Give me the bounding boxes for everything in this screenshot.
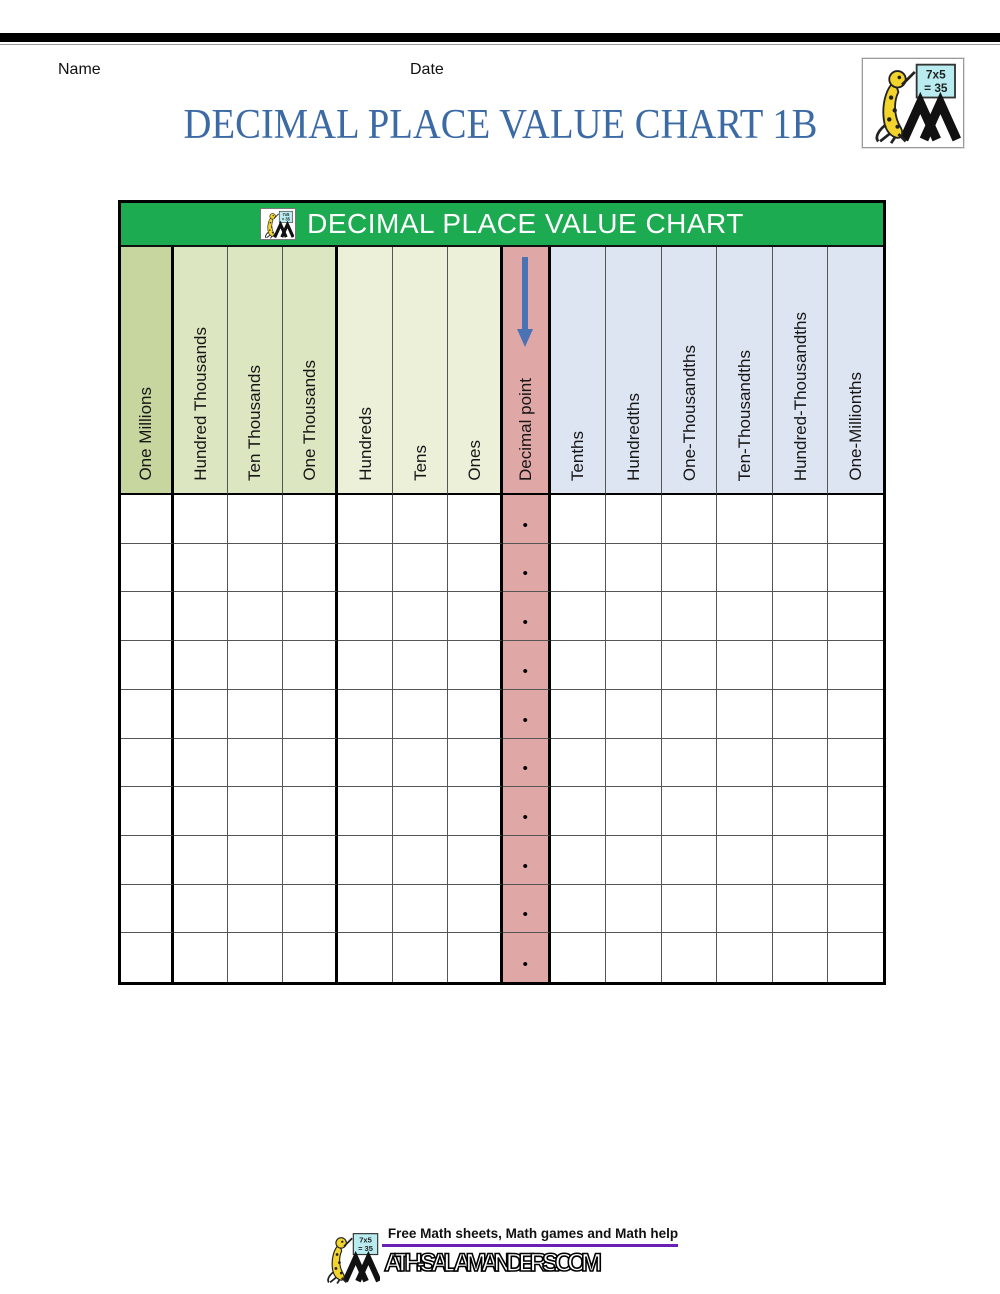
value-cell xyxy=(228,495,283,544)
value-cell xyxy=(338,933,393,982)
column-header-hundreds xyxy=(338,247,393,495)
value-cell xyxy=(606,836,662,885)
value-cell xyxy=(448,495,503,544)
value-cell xyxy=(662,836,718,885)
column-label: Ten-Thousandths xyxy=(735,349,755,481)
value-cell xyxy=(228,690,283,739)
value-cell xyxy=(606,787,662,836)
decimal-point-dot: • xyxy=(522,760,528,778)
banner-salamander-icon xyxy=(260,208,296,240)
value-cell xyxy=(662,544,718,593)
value-cell xyxy=(283,787,339,836)
value-cell xyxy=(662,495,718,544)
decimal-point-cell xyxy=(503,836,551,885)
value-cell xyxy=(717,592,773,641)
footer-site-text: ATH-SALAMANDERS.COM xyxy=(383,1249,602,1277)
value-cell xyxy=(121,836,174,885)
value-cell xyxy=(773,641,829,690)
place-value-chart xyxy=(118,200,886,985)
column-label: Ones xyxy=(464,440,484,481)
column-header-hundred-thousandths xyxy=(773,247,829,495)
date-label: Date xyxy=(410,61,444,78)
decimal-point-dot: • xyxy=(522,956,528,973)
value-cell xyxy=(717,885,773,934)
value-cell xyxy=(828,690,883,739)
column-label: Hundreds xyxy=(355,407,375,481)
value-cell xyxy=(717,787,773,836)
value-cell xyxy=(393,495,449,544)
footer-salamander-icon xyxy=(322,1230,380,1286)
value-cell xyxy=(828,641,883,690)
value-cell xyxy=(606,690,662,739)
value-cell xyxy=(662,885,718,934)
value-cell xyxy=(662,739,718,788)
page-title: DECIMAL PLACE VALUE CHART 1B xyxy=(183,102,817,148)
value-cell xyxy=(121,739,174,788)
value-cell xyxy=(121,690,174,739)
value-cell xyxy=(174,885,229,934)
column-header-ten-thousands xyxy=(228,247,283,495)
column-label: One-Millionths xyxy=(846,372,866,481)
column-label: Decimal point xyxy=(515,378,535,481)
value-cell xyxy=(448,592,503,641)
value-cell xyxy=(174,787,229,836)
value-cell xyxy=(773,933,829,982)
value-cell xyxy=(393,836,449,885)
value-cell xyxy=(393,690,449,739)
value-cell xyxy=(283,739,339,788)
decimal-point-dot: • xyxy=(522,906,528,924)
value-cell xyxy=(662,787,718,836)
decimal-point-cell xyxy=(503,641,551,690)
value-cell xyxy=(393,739,449,788)
value-cell xyxy=(283,592,339,641)
value-cell xyxy=(717,495,773,544)
value-cell xyxy=(121,787,174,836)
value-cell xyxy=(228,836,283,885)
place-value-grid xyxy=(121,247,883,982)
value-cell xyxy=(393,885,449,934)
value-cell xyxy=(174,739,229,788)
column-header-hundred-thousands xyxy=(174,247,229,495)
value-cell xyxy=(448,933,503,982)
value-cell xyxy=(773,544,829,593)
value-cell xyxy=(174,641,229,690)
value-cell xyxy=(448,836,503,885)
value-cell xyxy=(717,690,773,739)
column-label: Tenths xyxy=(568,430,588,481)
column-label: One-Thousandths xyxy=(679,344,699,481)
value-cell xyxy=(228,933,283,982)
column-label: One Millions xyxy=(136,387,156,481)
value-cell xyxy=(338,836,393,885)
value-cell xyxy=(717,641,773,690)
decimal-point-cell xyxy=(503,787,551,836)
value-cell xyxy=(283,885,339,934)
decimal-point-dot: • xyxy=(522,808,528,826)
value-cell xyxy=(606,641,662,690)
value-cell xyxy=(121,592,174,641)
value-cell xyxy=(551,690,607,739)
decimal-point-cell xyxy=(503,885,551,934)
column-label: Hundred Thousands xyxy=(190,327,210,481)
column-label: Hundred-Thousandths xyxy=(790,311,810,481)
value-cell xyxy=(606,885,662,934)
value-cell xyxy=(121,885,174,934)
decimal-point-cell xyxy=(503,544,551,593)
value-cell xyxy=(551,787,607,836)
value-cell xyxy=(174,933,229,982)
value-cell xyxy=(606,495,662,544)
value-cell xyxy=(773,592,829,641)
decimal-point-cell xyxy=(503,592,551,641)
column-header-hundredths xyxy=(606,247,662,495)
value-cell xyxy=(551,592,607,641)
column-header-one-millions xyxy=(121,247,174,495)
value-cell xyxy=(448,641,503,690)
footer-tagline: Free Math sheets, Math games and Math help xyxy=(387,1226,679,1241)
value-cell xyxy=(773,836,829,885)
value-cell xyxy=(606,592,662,641)
decimal-point-cell xyxy=(503,739,551,788)
value-cell xyxy=(828,739,883,788)
chart-banner xyxy=(121,203,883,247)
decimal-point-cell xyxy=(503,933,551,982)
decimal-point-dot: • xyxy=(522,614,528,632)
value-cell xyxy=(228,592,283,641)
value-cell xyxy=(338,885,393,934)
decimal-point-dot: • xyxy=(522,662,528,680)
column-label: Hundredths xyxy=(623,393,643,481)
value-cell xyxy=(773,885,829,934)
value-cell xyxy=(448,739,503,788)
value-cell xyxy=(551,836,607,885)
value-cell xyxy=(828,836,883,885)
value-cell xyxy=(662,592,718,641)
value-cell xyxy=(338,787,393,836)
decimal-point-dot: • xyxy=(522,565,528,583)
value-cell xyxy=(773,690,829,739)
value-cell xyxy=(283,495,339,544)
value-cell xyxy=(551,739,607,788)
value-cell xyxy=(121,495,174,544)
value-cell xyxy=(283,933,339,982)
chart-banner-title: DECIMAL PLACE VALUE CHART xyxy=(307,208,744,239)
value-cell xyxy=(662,690,718,739)
value-cell xyxy=(174,544,229,593)
value-cell xyxy=(448,787,503,836)
column-header-ten-thousandths xyxy=(717,247,773,495)
value-cell xyxy=(228,885,283,934)
value-cell xyxy=(828,933,883,982)
value-cell xyxy=(228,739,283,788)
value-cell xyxy=(393,592,449,641)
value-cell xyxy=(121,544,174,593)
value-cell xyxy=(174,592,229,641)
value-cell xyxy=(228,641,283,690)
value-cell xyxy=(448,690,503,739)
value-cell xyxy=(174,495,229,544)
value-cell xyxy=(283,690,339,739)
value-cell xyxy=(338,739,393,788)
column-header-one-thousandths xyxy=(662,247,718,495)
column-label: One Thousands xyxy=(299,360,319,481)
value-cell xyxy=(393,933,449,982)
value-cell xyxy=(448,885,503,934)
value-cell xyxy=(551,641,607,690)
value-cell xyxy=(338,495,393,544)
decimal-point-dot: • xyxy=(522,711,528,729)
column-header-ones xyxy=(448,247,503,495)
value-cell xyxy=(773,739,829,788)
value-cell xyxy=(773,787,829,836)
value-cell xyxy=(828,885,883,934)
value-cell xyxy=(338,544,393,593)
value-cell xyxy=(228,544,283,593)
value-cell xyxy=(338,592,393,641)
value-cell xyxy=(828,592,883,641)
value-cell xyxy=(393,787,449,836)
value-cell xyxy=(828,544,883,593)
decimal-point-dot: • xyxy=(522,857,528,875)
value-cell xyxy=(174,690,229,739)
column-label: Tens xyxy=(410,445,430,481)
value-cell xyxy=(551,933,607,982)
value-cell xyxy=(717,933,773,982)
value-cell xyxy=(828,495,883,544)
value-cell xyxy=(551,495,607,544)
value-cell xyxy=(773,495,829,544)
column-header-decimal-point xyxy=(503,247,551,495)
math-salamanders-logo-box xyxy=(862,58,964,148)
value-cell xyxy=(174,836,229,885)
column-label: Ten Thousands xyxy=(245,365,265,481)
value-cell xyxy=(448,544,503,593)
value-cell xyxy=(393,641,449,690)
decimal-point-cell xyxy=(503,690,551,739)
value-cell xyxy=(606,933,662,982)
value-cell xyxy=(283,641,339,690)
value-cell xyxy=(717,739,773,788)
value-cell xyxy=(606,544,662,593)
value-cell xyxy=(551,885,607,934)
value-cell xyxy=(283,836,339,885)
value-cell xyxy=(828,787,883,836)
footer xyxy=(0,1226,1000,1286)
value-cell xyxy=(121,641,174,690)
value-cell xyxy=(283,544,339,593)
value-cell xyxy=(393,544,449,593)
decimal-point-dot: • xyxy=(522,516,528,534)
value-cell xyxy=(662,641,718,690)
footer-wordmark xyxy=(382,1248,606,1278)
decimal-down-arrow-icon xyxy=(517,255,533,349)
value-cell xyxy=(606,739,662,788)
column-header-one-thousands xyxy=(283,247,339,495)
value-cell xyxy=(228,787,283,836)
value-cell xyxy=(551,544,607,593)
column-header-tenths xyxy=(551,247,607,495)
name-label: Name xyxy=(58,61,101,78)
value-cell xyxy=(717,836,773,885)
value-cell xyxy=(338,641,393,690)
top-divider-rule xyxy=(0,33,1000,45)
decimal-point-cell xyxy=(503,495,551,544)
column-header-one-millionths xyxy=(828,247,883,495)
value-cell xyxy=(717,544,773,593)
column-header-tens xyxy=(393,247,449,495)
value-cell xyxy=(338,690,393,739)
value-cell xyxy=(121,933,174,982)
footer-purple-rule xyxy=(382,1244,678,1247)
value-cell xyxy=(662,933,718,982)
